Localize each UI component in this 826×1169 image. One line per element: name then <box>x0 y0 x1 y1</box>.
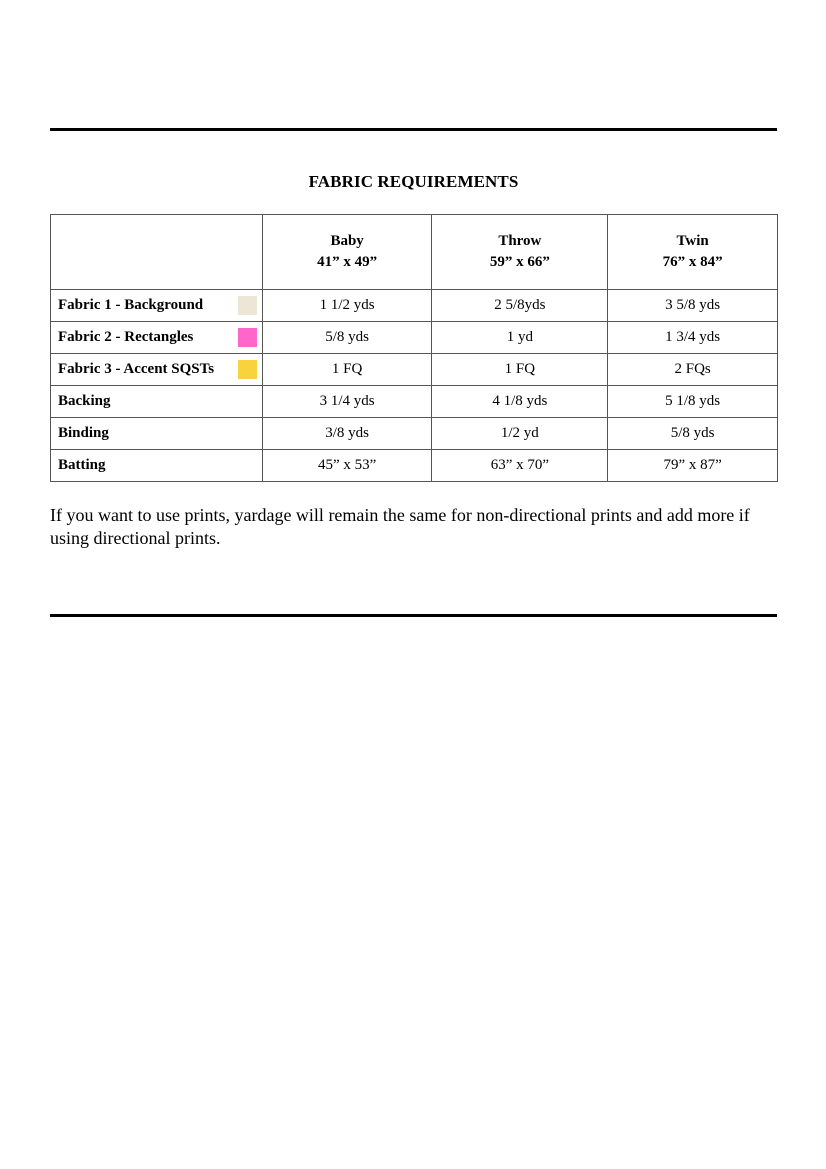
row-label: Fabric 1 - Background <box>58 297 204 313</box>
table-header-row <box>51 215 778 290</box>
table-row <box>51 386 778 418</box>
table-cell: 45” x 53” <box>262 450 432 482</box>
table-cell: 79” x 87” <box>608 450 778 482</box>
row-label: Batting <box>58 457 106 473</box>
table-cell: 1 1/2 yds <box>262 290 432 322</box>
background-color-swatch <box>238 296 257 315</box>
table-cell: 3 5/8 yds <box>608 290 778 322</box>
row-label-cell <box>51 386 263 418</box>
table-cell: 4 1/8 yds <box>432 386 608 418</box>
table-cell: 3/8 yds <box>262 418 432 450</box>
table-row <box>51 322 778 354</box>
row-label-cell <box>51 354 263 386</box>
table-row <box>51 354 778 386</box>
header-size-name: Throw <box>498 233 542 249</box>
header-size-name: Twin <box>676 233 709 249</box>
row-label: Binding <box>58 425 109 441</box>
row-label: Fabric 3 - Accent SQSTs <box>58 361 215 377</box>
table-cell: 1 FQ <box>432 354 608 386</box>
header-twin <box>608 215 778 290</box>
bottom-divider <box>50 614 777 617</box>
row-label-cell <box>51 450 263 482</box>
table-cell: 5 1/8 yds <box>608 386 778 418</box>
table-cell: 1 3/4 yds <box>608 322 778 354</box>
print-yardage-note: If you want to use prints, yardage will remain the same for non-directional prints and add more if using directional prints. <box>50 505 750 548</box>
table-row <box>51 418 778 450</box>
header-baby <box>262 215 432 290</box>
table-cell: 63” x 70” <box>432 450 608 482</box>
table-row <box>51 450 778 482</box>
rectangles-color-swatch <box>238 328 257 347</box>
table-row <box>51 290 778 322</box>
row-label: Backing <box>58 393 111 409</box>
table-cell: 1 yd <box>432 322 608 354</box>
table-cell: 2 FQs <box>608 354 778 386</box>
top-divider <box>50 128 777 131</box>
row-label-cell <box>51 322 263 354</box>
table-cell: 1/2 yd <box>432 418 608 450</box>
table-cell: 5/8 yds <box>608 418 778 450</box>
fabric-requirements-table <box>50 214 778 482</box>
table-cell: 3 1/4 yds <box>262 386 432 418</box>
header-size-name: Baby <box>330 233 364 249</box>
header-empty-cell <box>51 215 263 290</box>
table-cell: 2 5/8yds <box>432 290 608 322</box>
table-cell: 1 FQ <box>262 354 432 386</box>
row-label-cell <box>51 290 263 322</box>
page-title: FABRIC REQUIREMENTS <box>308 172 519 191</box>
accent-color-swatch <box>238 360 257 379</box>
header-size-dimensions: 41” x 49” <box>317 254 378 270</box>
table-cell: 5/8 yds <box>262 322 432 354</box>
header-size-dimensions: 76” x 84” <box>662 254 723 270</box>
header-throw <box>432 215 608 290</box>
row-label-cell <box>51 418 263 450</box>
row-label: Fabric 2 - Rectangles <box>58 329 194 345</box>
header-size-dimensions: 59” x 66” <box>489 254 550 270</box>
